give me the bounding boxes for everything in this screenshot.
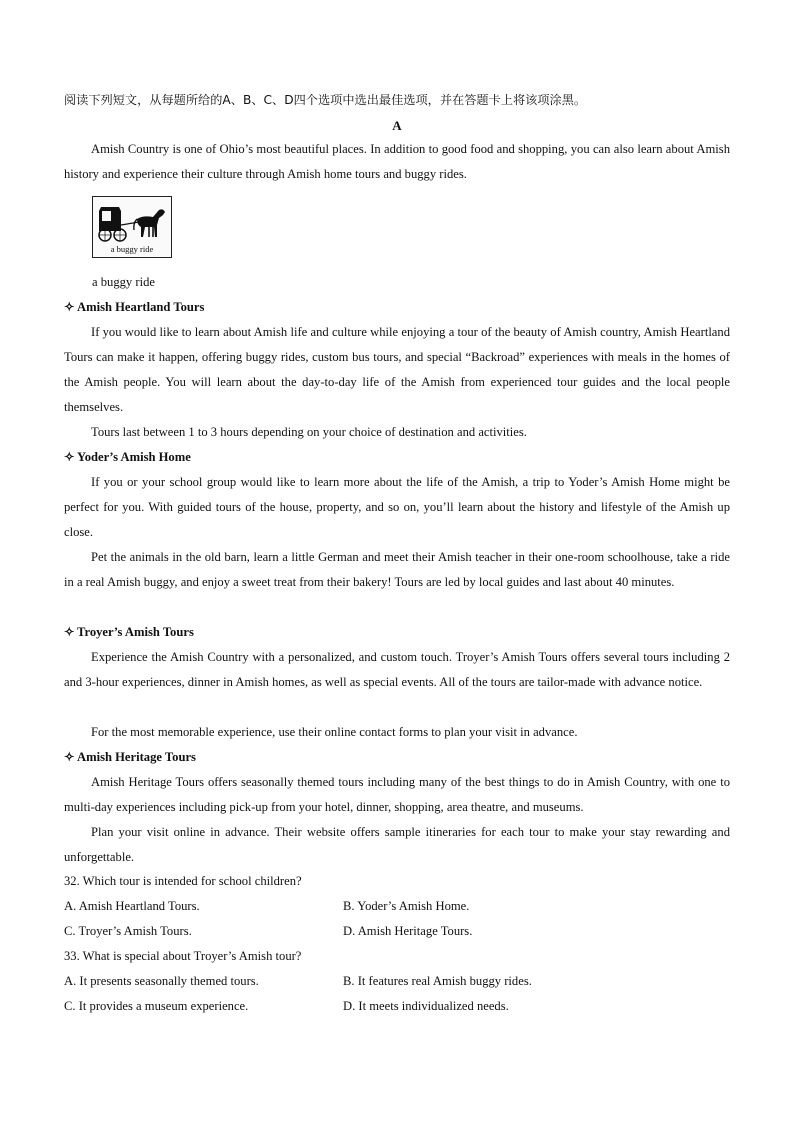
sparkle-icon: ✧ — [64, 450, 75, 464]
section-paragraph: Tours last between 1 to 3 hours depending on your choice of destination and activities. — [91, 425, 527, 439]
sparkle-icon: ✧ — [64, 750, 75, 764]
question-33-option-d: D. It meets individualized needs. — [343, 999, 509, 1013]
section-paragraph: Amish Heritage Tours offers seasonally themed tours including many of the best things to do in Amish Country, with one to multi-day experiences including pick-up from your hotel, dinner, shopping, area theatre, and museums. — [64, 775, 730, 814]
sparkle-icon: ✧ — [64, 300, 75, 314]
section-heading-heartland: ✧ Amish Heartland Tours — [64, 295, 204, 320]
question-33: 33. What is special about Troyer’s Amish tour? — [64, 949, 302, 963]
section-heading-troyer: ✧ Troyer’s Amish Tours — [64, 620, 194, 645]
section-paragraph: If you would like to learn about Amish life and culture while enjoying a tour of the beauty of Amish country, Amish Heartland Tours can make it happen, offering buggy rides, custom bus tours, and special “Backroad” experiences with meals in the homes of the Amish people. You will learn about the day-to-day life of the Amish from experienced tour guides and the local people themselves. — [64, 325, 730, 414]
sparkle-icon: ✧ — [64, 625, 75, 639]
question-32-option-a: A. Amish Heartland Tours. — [64, 899, 200, 913]
question-32-option-b: B. Yoder’s Amish Home. — [343, 899, 470, 913]
passage-label: A — [392, 118, 402, 133]
section-paragraph: For the most memorable experience, use their online contact forms to plan your visit in advance. — [91, 725, 578, 739]
section-paragraph: If you or your school group would like to learn more about the life of the Amish, a trip to Yoder’s Amish Home might be perfect for you. With guided tours of the house, property, and so on, you’ll learn about the history and lifestyle of the Amish up close. — [64, 475, 730, 539]
intro-paragraph: Amish Country is one of Ohio’s most beautiful places. In addition to good food and shopping, you can also learn about Amish history and experience their culture through Amish home tours and buggy rides. — [64, 142, 730, 181]
section-paragraph: Experience the Amish Country with a personalized, and custom touch. Troyer’s Amish Tours offers several tours including 2 and 3-hour experiences, dinner in Amish homes, as well as special events. All of the tours are tailor-made with advance notice. — [64, 650, 730, 689]
instructions: 阅读下列短文，从每题所给的A、B、C、D四个选项中选出最佳选项，并在答题卡上将该项涂黑。 — [64, 93, 587, 107]
question-33-option-a: A. It presents seasonally themed tours. — [64, 974, 259, 988]
question-32-option-d: D. Amish Heritage Tours. — [343, 924, 473, 938]
question-32-option-c: C. Troyer’s Amish Tours. — [64, 924, 192, 938]
question-33-option-b: B. It features real Amish buggy rides. — [343, 974, 532, 988]
section-paragraph: Pet the animals in the old barn, learn a little German and meet their Amish teacher in their one-room schoolhouse, take a ride in a real Amish buggy, and enjoy a sweet treat from their bakery! Tours are led by local guides and last about 40 minutes. — [64, 550, 730, 589]
buggy-image-label: a buggy ride — [110, 244, 154, 254]
question-32: 32. Which tour is intended for school children? — [64, 874, 302, 888]
section-heading-yoder: ✧ Yoder’s Amish Home — [64, 445, 191, 470]
figure-caption: a buggy ride — [92, 275, 155, 289]
horse-buggy-icon — [93, 197, 171, 257]
section-heading-heritage: ✧ Amish Heritage Tours — [64, 745, 196, 770]
buggy-ride-image — [92, 196, 172, 258]
question-33-option-c: C. It provides a museum experience. — [64, 999, 249, 1013]
section-paragraph: Plan your visit online in advance. Their website offers sample itineraries for each tour to make your stay rewarding and unforgettable. — [64, 825, 730, 864]
